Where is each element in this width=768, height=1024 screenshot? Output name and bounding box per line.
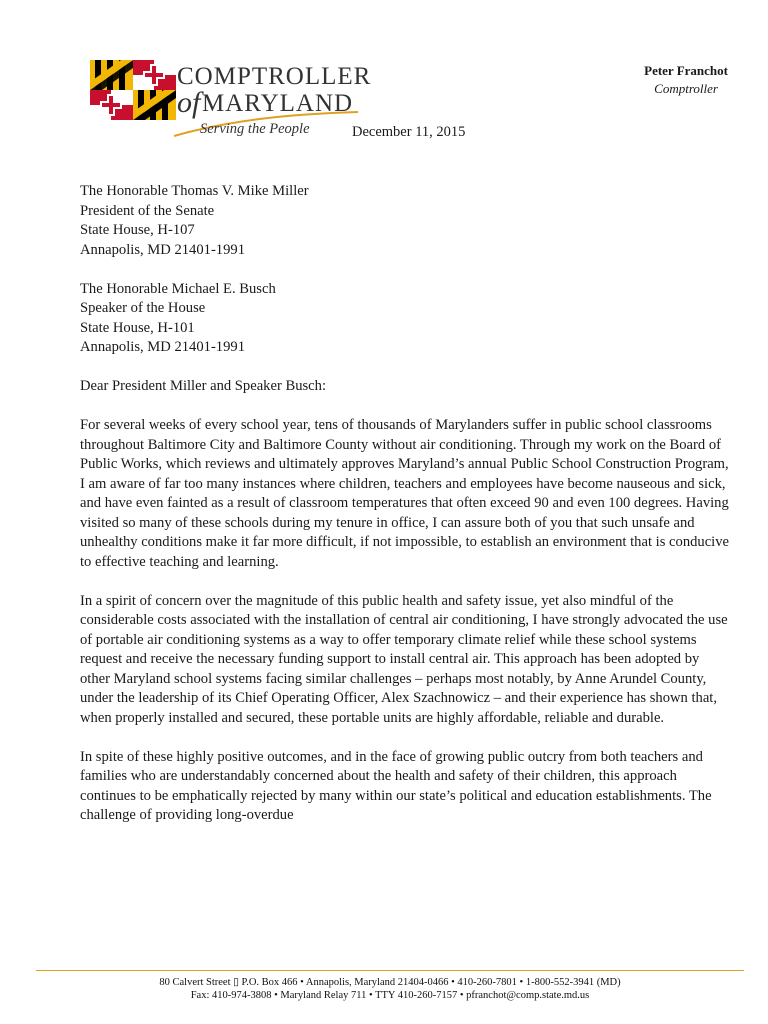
paragraph-1: For several weeks of every school year, tens of thousands of Marylanders suffer in public school classrooms throughout Baltimore City and Baltimore County without air conditioning. Through my work on the Board of Public Works, which reviews and ultimately approves Maryland’s annual Public School Construction Program, I am aware of far too many instances where children, teachers and employees have become nauseous and sick, and have even fainted as a result of classroom temperatures that often exceed 90 and even 100 degrees. Having visited so many of these schools during my tenure in office, I can assure both of you that such unsafe and unhealthy conditions make it far more difficult, if not impossible, to establish an environment that is conducive to effective teaching and learning. (80, 417, 730, 570)
address-line: Annapolis, MD 21401-1991 (80, 339, 245, 355)
logo-of-text: of (177, 86, 201, 119)
sender-block (644, 63, 728, 97)
recipient-address-1 (80, 182, 730, 260)
footer-contact-line: Fax: 410-974-3808 • Maryland Relay 711 • TTY 410-260-7157 • pfranchot@comp.state.md.us (190, 990, 590, 1001)
sender-title: Comptroller (654, 81, 718, 96)
sender-name: Peter Franchot (644, 63, 728, 78)
paragraph-3: In spite of these highly positive outcomes, and in the face of growing public outcry from both teachers and families who are understandably concerned about the health and safety of their children, this approach continues to be emphatically rejected by many within our state’s political and education establishments. The challenge of providing long-overdue (80, 748, 712, 823)
paragraph-2: In a spirit of concern over the magnitude of this public health and safety issue, yet also mindful of the considerable costs associated with the installation of central air conditioning, I have strongly advocated the use of portable air conditioning systems as a way to offer temporary climate relief while these school systems request and receive the necessary funding support to install central air. This approach has been adopted by other Maryland school systems facing similar challenges – perhaps most notably, by Anne Arundel County, under the leadership of its Chief Operating Officer, Alex Szachnowicz – and their experience has shown that, when properly installed and secured, these portable units are highly affordable, reliable and durable. (80, 592, 728, 726)
address-line: State House, H-101 (80, 319, 195, 336)
address-line: State House, H-107 (80, 222, 195, 238)
logo-comptroller-text: COMPTROLLER (177, 63, 372, 90)
address-line: President of the Senate (80, 202, 215, 219)
footer-address-line: 80 Calvert Street ▯ P.O. Box 466 • Annapolis, Maryland 21404-0466 • 410-260-7801 • 1-800-552-3941 (MD) (159, 977, 621, 988)
letter-date: December 11, 2015 (352, 124, 466, 140)
recipient-address-2 (80, 280, 730, 358)
comptroller-logo (90, 60, 372, 140)
address-line: Annapolis, MD 21401-1991 (80, 241, 245, 258)
logo-tagline: Serving the People (200, 121, 310, 137)
letter-body (80, 182, 730, 845)
salutation: Dear President Miller and Speaker Busch: (80, 378, 326, 394)
maryland-flag-icon (90, 60, 176, 120)
address-line: The Honorable Michael E. Busch (80, 280, 276, 297)
logo-maryland-text: MARYLAND (202, 90, 354, 117)
address-line: Speaker of the House (80, 300, 206, 316)
footer-divider (36, 970, 744, 971)
footer-contact (36, 976, 744, 1002)
address-line: The Honorable Thomas V. Mike Miller (80, 183, 309, 199)
